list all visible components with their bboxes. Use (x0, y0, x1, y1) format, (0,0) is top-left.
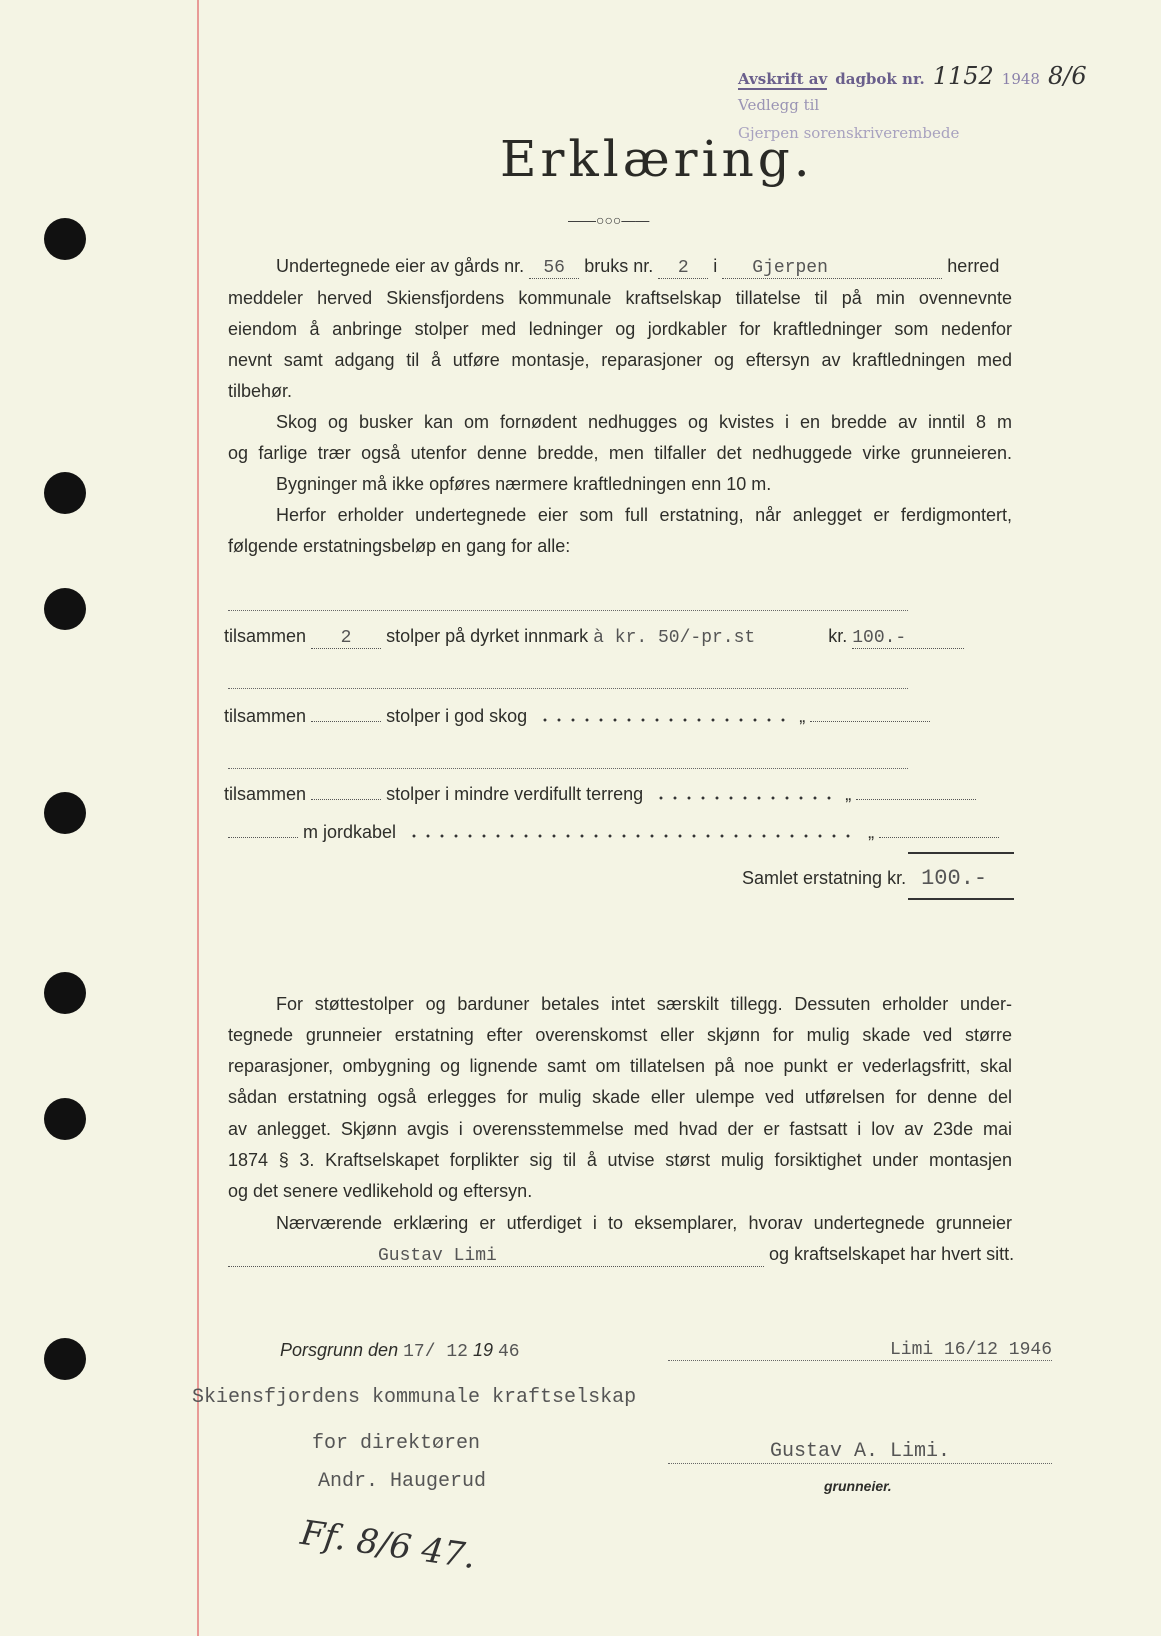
owner-line: Gustav Limi og kraftselskapet har hvert sitt. (228, 1244, 1014, 1267)
document-page: Avskrift av dagbok nr. 1152 1948 8/6 Vedlegg til Gjerpen sorenskriverembede Erklæring. ——○○○—— Undertegnede eier av gårds nr. 56 bruks nr. 2 i Gjerpen herred meddeler herved Skiensfjordens kommunale kraftselskap tillatelse til på min ovennevnte eiendom å anbringe stolper med ledninger og jordkabler for kraftledninger som nedenfor nevnt samt adgang til å utføre montasje, reparasjoner og eftersyn av kraftledningen med tilbehør. Skog og busker kan om fornødent nedhugges og kvistes i en bredde av inntil 8 m og farlige trær også utenfor denne bredde, men tilfaller det nedhuggede virke grunneieren. Bygninger må ikke opføres nærmere kraftledningen enn 10 m. Herfor erholder undertegnede eier som full erstatning, når anlegget er ferdigmontert, følgende erstatningsbeløp en gang for alle: tilsammen 2 stolper på dyrket innmark à kr. 50/-pr.st kr. 100.- tilsammen stolper i god skog „ tilsammen stolper i mindre verdifullt terreng „ m jordkabel „ Samlet erstatning kr. 100.- For støttestolper og barduner betales intet særskilt tillegg. Dessuten erholder under- tegnede grunneier erstatning efter overenskomst eller skjønn for mulig skade ved større reparasjoner, ombygning og lignende samt om tillatelsen på noe punkt er vederlagsfritt, skal sådan erstatning også erlegges for mulig skade eller ulempe ved utførelsen for denne del av anlegget. Skjønn avgis i overensstemmelse med hvad der er fastsatt i lov av 23de mai 1874 § 3. Kraftselskapet forplikter sig til å utvise størst mulig forsiktighet under montasjen og det senere vedlikehold og eftersyn. Nærværende erklæring er utferdiget i to eksemplarer, hvorav undertegnede grunneier Gustav Limi og kraftselskapet har hvert sitt. Porsgrunn den 17/ 12 19 46 Limi 16/12 1946 Skiensfjordens kommunale kraftselskap for direktøren Andr. Haugerud Gustav A. Limi. grunneier. Ff. 8/6 47. (0, 0, 1161, 1636)
text-line: av anlegget. Skjønn avgis i overensstemmelse med hvad der er fastsatt i lov av 23de mai (228, 1119, 1012, 1139)
compensation-row: m jordkabel „ (228, 822, 999, 843)
compensation-row: tilsammen 2 stolper på dyrket innmark à kr. 50/-pr.st kr. 100.- (224, 626, 964, 649)
punch-hole (44, 972, 86, 1014)
title-ornament: ——○○○—— (568, 212, 650, 228)
total-row: Samlet erstatning kr. 100.- (742, 866, 988, 891)
handwritten-initials: Ff. 8/6 47. (298, 1512, 479, 1578)
document-title: Erklæring. (500, 130, 814, 188)
text-line: og farlige trær også utenfor denne bredde, men tilfaller det nedhuggede virke grunneieren. (228, 443, 1012, 463)
punch-hole (44, 1338, 86, 1380)
text-line: eiendom å anbringe stolper med ledninger og jordkabler for kraftledninger som nedenfor (228, 319, 1012, 339)
total-amount: 100.- (921, 866, 988, 891)
punch-hole (44, 1098, 86, 1140)
compensation-row: tilsammen stolper i god skog „ (224, 706, 930, 727)
punch-hole (44, 472, 86, 514)
herred-field: Gjerpen (722, 258, 942, 279)
text-line: sådan erstatning også erlegges for mulig skade eller ulempe ved utførelsen for denne del (228, 1087, 1012, 1107)
dot-leader (538, 718, 788, 722)
text-line: reparasjoner, ombygning og lignende samt om tillatelsen på noe punkt er vederlagsfritt, skal (228, 1056, 1012, 1076)
text-line: tegnede grunneier erstatning efter overenskomst eller skjønn for mulig skade ved større (228, 1025, 1012, 1045)
text-line: Nærværende erklæring er utferdiget i to eksemplarer, hvorav undertegnede grunneier (276, 1213, 1012, 1233)
text-line: 1874 § 3. Kraftselskapet forplikter sig til å utvise størst mulig forsiktighet under montasjen (228, 1150, 1012, 1170)
text-line: Skog og busker kan om fornødent nedhugges og kvistes i en bredde av inntil 8 m (276, 412, 1012, 432)
owner-name-field: Gustav Limi (228, 1246, 764, 1267)
bruks-nr-field: 2 (658, 258, 708, 279)
director-name: Andr. Haugerud (318, 1470, 487, 1493)
dot-leader (407, 834, 857, 838)
place-date: Porsgrunn den 17/ 12 19 46 (280, 1340, 520, 1362)
dot-leader (654, 796, 834, 800)
owner-date: Limi 16/12 1946 (668, 1340, 1052, 1361)
text-line: nevnt samt adgang til å utføre montasje, reparasjoner og eftersyn av kraftledningen med (228, 350, 1012, 370)
compensation-row: tilsammen stolper i mindre verdifullt terreng „ (224, 784, 976, 805)
owner-signature: Gustav A. Limi. (668, 1440, 1052, 1464)
for-director: for direktøren (312, 1432, 481, 1455)
text-line: meddeler herved Skiensfjordens kommunale kraftselskap tillatelse til på min ovennevnte (228, 288, 1012, 308)
gards-nr-field: 56 (529, 258, 579, 279)
company-name: Skiensfjordens kommunale kraftselskap (192, 1386, 637, 1409)
text-line: Herfor erholder undertegnede eier som full erstatning, når anlegget er ferdigmontert, (276, 505, 1012, 525)
punch-hole (44, 218, 86, 260)
text-line: og det senere vedlikehold og eftersyn. (228, 1181, 533, 1201)
text-line: Bygninger må ikke opføres nærmere kraftledningen enn 10 m. (276, 474, 772, 494)
owner-role: grunneier. (824, 1478, 892, 1494)
text-line: For støttestolper og barduner betales intet særskilt tillegg. Dessuten erholder under- (276, 994, 1012, 1014)
property-line: Undertegnede eier av gårds nr. 56 bruks nr. 2 i Gjerpen herred (276, 256, 1000, 278)
punch-hole (44, 588, 86, 630)
text-line: følgende erstatningsbeløp en gang for alle: (228, 536, 571, 556)
text-line: tilbehør. (228, 381, 293, 401)
punch-hole (44, 792, 86, 834)
stamp-line-1: Avskrift av dagbok nr. 1152 1948 8/6 (738, 62, 1087, 90)
